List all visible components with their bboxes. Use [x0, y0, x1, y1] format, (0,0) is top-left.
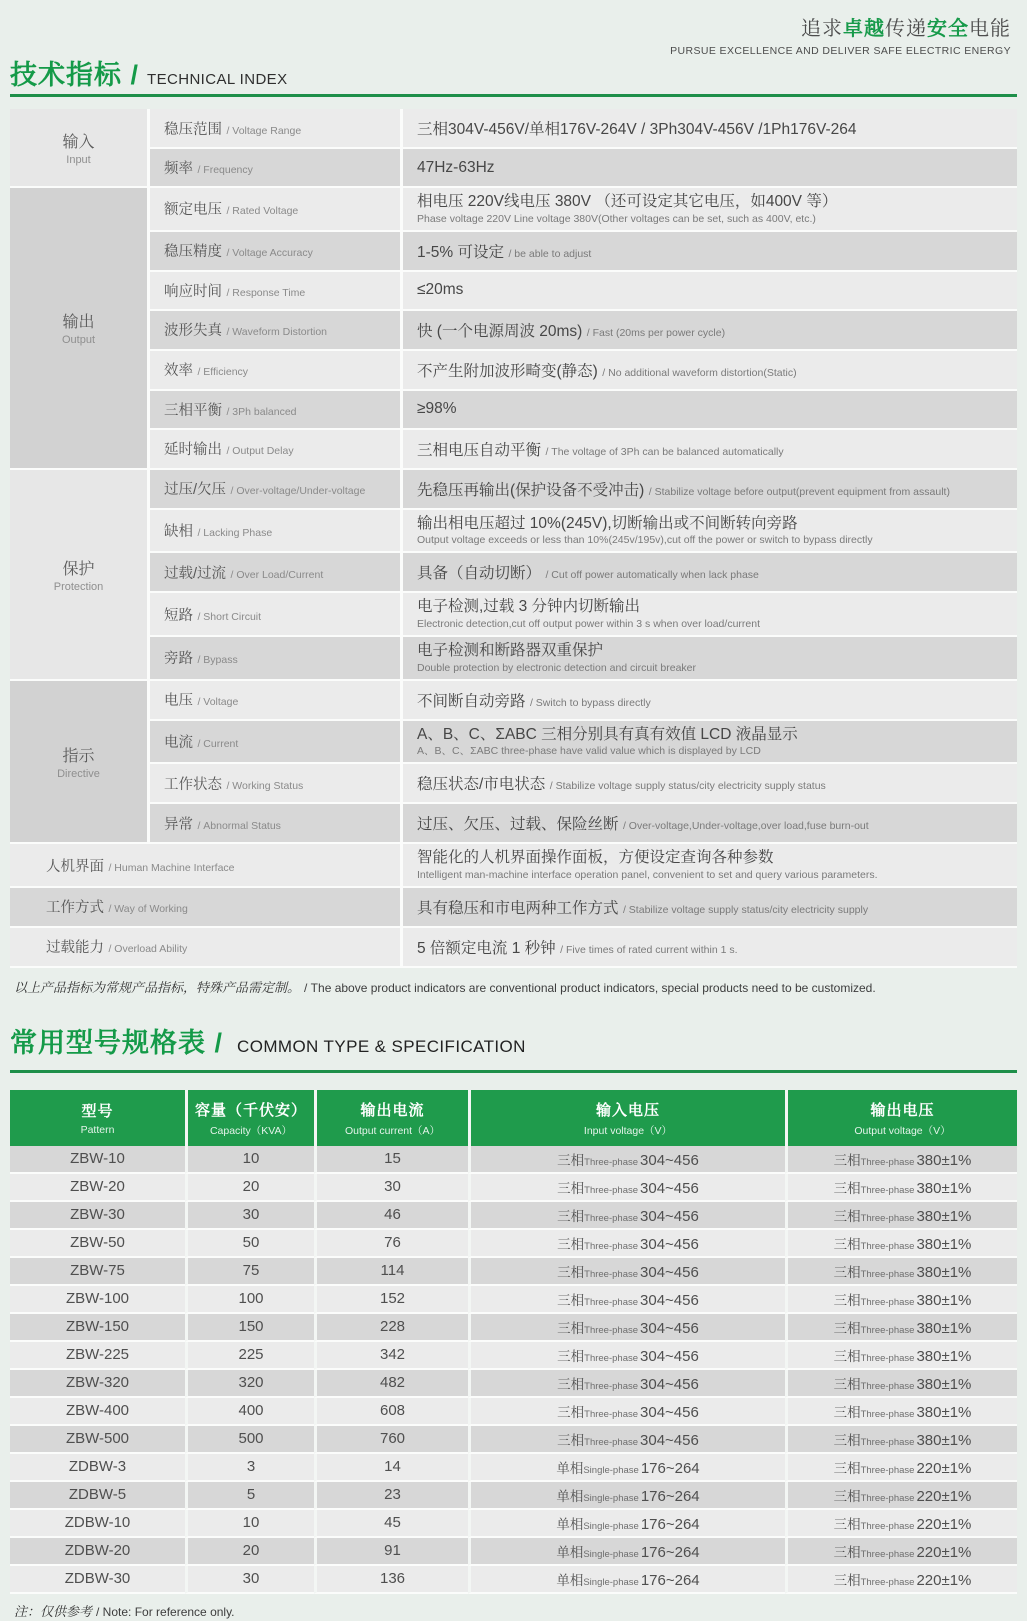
label-cell: 稳压精度 / Voltage Accuracy [147, 232, 400, 272]
value-cell: 电子检测和断路器双重保护 Double protection by electronic detection and circuit breaker [400, 637, 1017, 681]
page-header [10, 0, 1017, 94]
tech-table-footnote: 以上产品指标为常规产品指标，特殊产品需定制。 / The above product indicators are conventional product indicators, special products need to be customized. [14, 980, 876, 996]
model-cell: ZBW-225 [10, 1342, 185, 1370]
spec-row [10, 1314, 1017, 1342]
row-group-input: 输入 Input [10, 109, 147, 188]
input-voltage-cell: 三相Three-phase 304~456 [468, 1398, 785, 1426]
current-cell: 342 [314, 1342, 468, 1370]
value-cell: A、B、C、ΣABC 三相分别具有真有效值 LCD 液晶显示 A、B、C、ΣABC three-phase have valid value which is displayed by LCD [400, 721, 1017, 765]
label-cell: 异常 / Abnormal Status [147, 804, 400, 844]
section1-title-zh: 技术指标 / [10, 60, 140, 90]
value-cell: 智能化的人机界面操作面板，方便设定查询各种参数 Intelligent man-machine interface operation panel, convenient to set and query various parameters. [400, 844, 1017, 888]
label-cell: 旁路 / Bypass [147, 637, 400, 681]
value-cell: 具备（自动切断） / Cut off power automatically when lack phase [400, 553, 1017, 593]
value-cell: 先稳压再输出(保护设备不受冲击) / Stabilize voltage before output(prevent equipment from assault) [400, 470, 1017, 510]
current-cell: 15 [314, 1146, 468, 1174]
spec-row [10, 1202, 1017, 1230]
input-voltage-cell: 三相Three-phase 304~456 [468, 1202, 785, 1230]
section2-title-zh: 常用型号规格表 / [10, 1027, 224, 1058]
tech-row [10, 232, 1017, 272]
current-cell: 608 [314, 1398, 468, 1426]
spec-row [10, 1398, 1017, 1426]
label-cell: 人机界面 / Human Machine Interface [10, 844, 400, 888]
value-cell: 稳压状态/市电状态 / Stabilize voltage supply status/city electricity supply status [400, 764, 1017, 804]
col-header-capacity: 容量（千伏安） Capacity（KVA） [185, 1090, 314, 1146]
value-cell: 47Hz-63Hz [400, 149, 1017, 188]
col-header-input-voltage: 输入电压 Input voltage（V） [468, 1090, 785, 1146]
label-cell: 波形失真 / Waveform Distortion [147, 311, 400, 351]
output-voltage-cell: 三相Three-phase 380±1% [785, 1342, 1017, 1370]
brand-slogan [670, 12, 1011, 57]
tech-row [10, 470, 1017, 510]
input-voltage-cell: 三相Three-phase 304~456 [468, 1426, 785, 1454]
value-cell: 5 倍额定电流 1 秒钟 / Five times of rated current within 1 s. [400, 928, 1017, 968]
tech-row [10, 844, 1017, 888]
output-voltage-cell: 三相Three-phase 220±1% [785, 1538, 1017, 1566]
input-voltage-cell: 三相Three-phase 304~456 [468, 1146, 785, 1174]
capacity-cell: 50 [185, 1230, 314, 1258]
input-voltage-cell: 单相Single-phase 176~264 [468, 1482, 785, 1510]
model-cell: ZBW-50 [10, 1230, 185, 1258]
label-cell: 工作状态 / Working Status [147, 764, 400, 804]
input-voltage-cell: 三相Three-phase 304~456 [468, 1174, 785, 1202]
output-voltage-cell: 三相Three-phase 380±1% [785, 1314, 1017, 1342]
current-cell: 482 [314, 1370, 468, 1398]
value-cell: 三相304V-456V/单相176V-264V / 3Ph304V-456V /1Ph176V-264 [400, 109, 1017, 149]
label-cell: 短路 / Short Circuit [147, 593, 400, 637]
current-cell: 45 [314, 1510, 468, 1538]
current-cell: 760 [314, 1426, 468, 1454]
model-cell: ZBW-10 [10, 1146, 185, 1174]
model-cell: ZBW-30 [10, 1202, 185, 1230]
capacity-cell: 320 [185, 1370, 314, 1398]
output-voltage-cell: 三相Three-phase 220±1% [785, 1482, 1017, 1510]
capacity-cell: 20 [185, 1174, 314, 1202]
input-voltage-cell: 三相Three-phase 304~456 [468, 1342, 785, 1370]
capacity-cell: 3 [185, 1454, 314, 1482]
label-cell: 过载能力 / Overload Ability [10, 928, 400, 968]
spec-row [10, 1510, 1017, 1538]
capacity-cell: 150 [185, 1314, 314, 1342]
capacity-cell: 5 [185, 1482, 314, 1510]
capacity-cell: 10 [185, 1146, 314, 1174]
current-cell: 76 [314, 1230, 468, 1258]
output-voltage-cell: 三相Three-phase 380±1% [785, 1202, 1017, 1230]
current-cell: 114 [314, 1258, 468, 1286]
tech-row [10, 593, 1017, 637]
input-voltage-cell: 单相Single-phase 176~264 [468, 1538, 785, 1566]
spec-row [10, 1174, 1017, 1202]
tech-row [10, 510, 1017, 554]
model-cell: ZDBW-10 [10, 1510, 185, 1538]
label-cell: 延时输出 / Output Delay [147, 430, 400, 470]
input-voltage-cell: 三相Three-phase 304~456 [468, 1370, 785, 1398]
tech-row [10, 637, 1017, 681]
tech-row [10, 149, 1017, 188]
spec-header-row [10, 1090, 1017, 1146]
row-group-protection: 保护 Protection [10, 470, 147, 681]
value-cell: ≤20ms [400, 272, 1017, 311]
current-cell: 136 [314, 1566, 468, 1594]
spec-row [10, 1482, 1017, 1510]
capacity-cell: 30 [185, 1566, 314, 1594]
current-cell: 23 [314, 1482, 468, 1510]
section1-title [10, 53, 287, 92]
model-cell: ZDBW-5 [10, 1482, 185, 1510]
capacity-cell: 500 [185, 1426, 314, 1454]
col-header-output-voltage: 输出电压 Output voltage（V） [785, 1090, 1017, 1146]
output-voltage-cell: 三相Three-phase 220±1% [785, 1454, 1017, 1482]
tech-row [10, 764, 1017, 804]
spec-row [10, 1426, 1017, 1454]
green-divider [10, 94, 1017, 97]
input-voltage-cell: 单相Single-phase 176~264 [468, 1566, 785, 1594]
spec-row [10, 1454, 1017, 1482]
tech-row [10, 553, 1017, 593]
label-cell: 工作方式 / Way of Working [10, 888, 400, 928]
label-cell: 过压/欠压 / Over-voltage/Under-voltage [147, 470, 400, 510]
value-cell: 电子检测,过载 3 分钟内切断输出 Electronic detection,cut off output power within 3 s when over load/current [400, 593, 1017, 637]
current-cell: 91 [314, 1538, 468, 1566]
label-cell: 电流 / Current [147, 721, 400, 765]
value-cell: 1-5% 可设定 / be able to adjust [400, 232, 1017, 272]
value-cell: 过压、欠压、过载、保险丝断 / Over-voltage,Under-voltage,over load,fuse burn-out [400, 804, 1017, 844]
capacity-cell: 20 [185, 1538, 314, 1566]
tech-row [10, 391, 1017, 430]
current-cell: 228 [314, 1314, 468, 1342]
tech-row [10, 188, 1017, 232]
model-cell: ZDBW-20 [10, 1538, 185, 1566]
tech-row [10, 888, 1017, 928]
label-cell: 三相平衡 / 3Ph balanced [147, 391, 400, 430]
current-cell: 30 [314, 1174, 468, 1202]
model-cell: ZBW-75 [10, 1258, 185, 1286]
slogan-english: PURSUE EXCELLENCE AND DELIVER SAFE ELECTRIC ENERGY [670, 45, 1011, 57]
output-voltage-cell: 三相Three-phase 220±1% [785, 1510, 1017, 1538]
value-cell: 三相电压自动平衡 / The voltage of 3Ph can be balanced automatically [400, 430, 1017, 470]
technical-index-table [10, 109, 1017, 968]
section1-title-en: TECHNICAL INDEX [147, 71, 288, 88]
green-divider [10, 1070, 1017, 1073]
value-cell: 输出相电压超过 10%(245V),切断输出或不间断转向旁路 Output voltage exceeds or less than 10%(245v/195v),cut off the power or switch to bypass directly [400, 510, 1017, 554]
capacity-cell: 10 [185, 1510, 314, 1538]
section2-title-en: COMMON TYPE & SPECIFICATION [237, 1036, 526, 1056]
output-voltage-cell: 三相Three-phase 380±1% [785, 1230, 1017, 1258]
row-group-directive: 指示 Directive [10, 681, 147, 845]
section2-title [10, 1021, 1017, 1060]
value-cell: 不间断自动旁路 / Switch to bypass directly [400, 681, 1017, 721]
input-voltage-cell: 三相Three-phase 304~456 [468, 1314, 785, 1342]
model-cell: ZBW-500 [10, 1426, 185, 1454]
output-voltage-cell: 三相Three-phase 220±1% [785, 1566, 1017, 1594]
capacity-cell: 75 [185, 1258, 314, 1286]
model-cell: ZBW-20 [10, 1174, 185, 1202]
col-header-pattern: 型号 Pattern [10, 1090, 185, 1146]
current-cell: 14 [314, 1454, 468, 1482]
input-voltage-cell: 单相Single-phase 176~264 [468, 1510, 785, 1538]
label-cell: 电压 / Voltage [147, 681, 400, 721]
output-voltage-cell: 三相Three-phase 380±1% [785, 1146, 1017, 1174]
capacity-cell: 100 [185, 1286, 314, 1314]
value-cell: 快 (一个电源周波 20ms) / Fast (20ms per power cycle) [400, 311, 1017, 351]
tech-row [10, 272, 1017, 311]
label-cell: 频率 / Frequency [147, 149, 400, 188]
spec-table-footnote: 注：仅供参考 / Note: For reference only. [14, 1604, 235, 1620]
spec-row [10, 1258, 1017, 1286]
label-cell: 响应时间 / Response Time [147, 272, 400, 311]
tech-row [10, 721, 1017, 765]
output-voltage-cell: 三相Three-phase 380±1% [785, 1174, 1017, 1202]
spec-row [10, 1146, 1017, 1174]
value-cell: 不产生附加波形畸变(静态) / No additional waveform distortion(Static) [400, 351, 1017, 391]
current-cell: 152 [314, 1286, 468, 1314]
model-cell: ZDBW-30 [10, 1566, 185, 1594]
model-cell: ZBW-100 [10, 1286, 185, 1314]
tech-row [10, 928, 1017, 968]
capacity-cell: 400 [185, 1398, 314, 1426]
capacity-cell: 225 [185, 1342, 314, 1370]
spec-row [10, 1342, 1017, 1370]
output-voltage-cell: 三相Three-phase 380±1% [785, 1398, 1017, 1426]
spec-row [10, 1230, 1017, 1258]
value-cell: 相电压 220V线电压 380V （还可设定其它电压，如400V 等） Phase voltage 220V Line voltage 380V(Other voltages can be set, such as 400V, etc.) [400, 188, 1017, 232]
label-cell: 效率 / Efficiency [147, 351, 400, 391]
slogan-chinese: 追求卓越传递安全电能 [801, 18, 1011, 40]
spec-row [10, 1286, 1017, 1314]
spec-row [10, 1566, 1017, 1594]
capacity-cell: 30 [185, 1202, 314, 1230]
col-header-output-current: 输出电流 Output current（A） [314, 1090, 468, 1146]
value-cell: ≥98% [400, 391, 1017, 430]
common-type-spec-table [10, 1090, 1017, 1594]
label-cell: 过载/过流 / Over Load/Current [147, 553, 400, 593]
input-voltage-cell: 三相Three-phase 304~456 [468, 1230, 785, 1258]
tech-row [10, 430, 1017, 470]
value-cell: 具有稳压和市电两种工作方式 / Stabilize voltage supply status/city electricity supply [400, 888, 1017, 928]
tech-row [10, 351, 1017, 391]
label-cell: 缺相 / Lacking Phase [147, 510, 400, 554]
current-cell: 46 [314, 1202, 468, 1230]
row-group-output: 输出 Output [10, 188, 147, 470]
tech-row [10, 109, 1017, 149]
input-voltage-cell: 三相Three-phase 304~456 [468, 1258, 785, 1286]
output-voltage-cell: 三相Three-phase 380±1% [785, 1426, 1017, 1454]
tech-row [10, 311, 1017, 351]
input-voltage-cell: 三相Three-phase 304~456 [468, 1286, 785, 1314]
output-voltage-cell: 三相Three-phase 380±1% [785, 1258, 1017, 1286]
output-voltage-cell: 三相Three-phase 380±1% [785, 1370, 1017, 1398]
model-cell: ZBW-320 [10, 1370, 185, 1398]
model-cell: ZBW-400 [10, 1398, 185, 1426]
tech-row [10, 804, 1017, 844]
spec-row [10, 1538, 1017, 1566]
spec-row [10, 1370, 1017, 1398]
model-cell: ZBW-150 [10, 1314, 185, 1342]
label-cell: 稳压范围 / Voltage Range [147, 109, 400, 149]
output-voltage-cell: 三相Three-phase 380±1% [785, 1286, 1017, 1314]
input-voltage-cell: 单相Single-phase 176~264 [468, 1454, 785, 1482]
tech-row [10, 681, 1017, 721]
model-cell: ZDBW-3 [10, 1454, 185, 1482]
label-cell: 额定电压 / Rated Voltage [147, 188, 400, 232]
